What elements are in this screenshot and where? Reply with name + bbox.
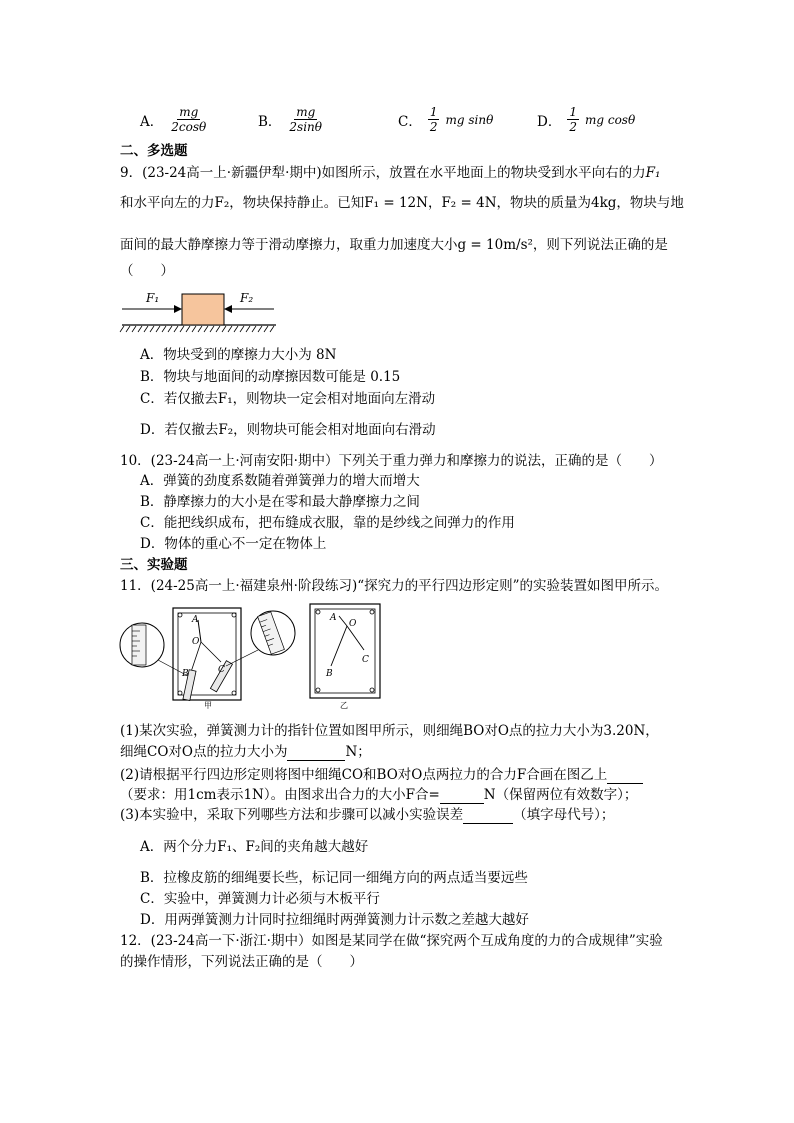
q11-figure-yi xyxy=(306,600,386,710)
block xyxy=(182,294,224,325)
svg-text:O: O xyxy=(349,619,357,629)
label-f2: F₂ xyxy=(240,291,254,305)
svg-text:B: B xyxy=(182,669,189,679)
svg-text:B: B xyxy=(326,669,333,679)
q11-sub2-line2: （要求：用1cm表示1N）。由图求出合力的大小F合= N（保留两位有效数字）； xyxy=(120,787,638,803)
q11-sub1-line1: (1)某次实验，弹簧测力计的指针位置如图甲所示，则细绳BO对O点的拉力大小为3.20N， xyxy=(120,723,659,739)
q10-option-d: D．物体的重心不一定在物体上 xyxy=(140,536,327,552)
svg-text:C: C xyxy=(218,665,225,675)
q11-option-d: D．用两弹簧测力计同时拉细绳时两弹簧测力计示数之差越大越好 xyxy=(140,912,529,928)
q9-option-a: A．物块受到的摩擦力大小为 8N xyxy=(140,347,337,363)
svg-text:C: C xyxy=(362,655,369,665)
q9-block-figure xyxy=(118,288,278,336)
svg-text:A: A xyxy=(192,615,199,625)
q8-option-c: C． $\frac{1}{2}$ mg sinθ xyxy=(398,105,494,134)
q10-option-a: A．弹簧的劲度系数随着弹簧弹力的增大而增大 xyxy=(140,473,420,489)
q11-figure-jia xyxy=(118,600,300,710)
q10-line1: 10．(23-24高一上·河南安阳·期中）下列关于重力弹力和摩擦力的说法，正确的是（ ） xyxy=(120,453,663,469)
q10-option-c: C．能把线织成布，把布缝成衣服，靠的是纱线之间弹力的作用 xyxy=(140,515,515,531)
q9-line3: 面间的最大静摩擦力等于滑动摩擦力，取重力加速度大小g = 10m/s²，则下列说法正确的是 xyxy=(120,237,668,253)
svg-text:O: O xyxy=(192,637,200,647)
label-f1: F₁ xyxy=(146,291,160,305)
q11-line1: 11．(24-25高一上·福建泉州·阶段练习)“探究力的平行四边形定则”的实验装置如图甲所示。 xyxy=(120,578,669,594)
q11-option-b: B．拉橡皮筋的细绳要长些，标记同一细绳方向的两点适当要远些 xyxy=(140,870,528,886)
q11-option-a: A．两个分力F₁、F₂间的夹角越大越好 xyxy=(140,839,369,855)
label-jia: 甲 xyxy=(204,701,212,710)
q12-line1: 12．(23-24高一下·浙江·期中）如图是某同学在做“探究两个互成角度的力的合成规律”实验 xyxy=(120,933,663,949)
q9-option-b: B．物块与地面间的动摩擦因数可能是 0.15 xyxy=(140,369,401,385)
q11-sub1-line2: 细绳CO对O点的拉力大小为 N； xyxy=(120,744,371,760)
q8-option-a: A． $\frac{mg}{2\cos\theta}$ xyxy=(140,105,207,134)
svg-text:A: A xyxy=(330,613,337,623)
q12-line2: 的操作情形，下列说法正确的是（ ） xyxy=(120,954,363,970)
q11-option-c: C．实验中，弹簧测力计必须与木板平行 xyxy=(140,891,380,907)
q9-line2: 和水平向左的力F₂，物块保持静止。已知F₁ = 12N，F₂ = 4N，物块的质量为4kg，物块与地 xyxy=(120,195,684,211)
q11-sub2-line1: (2)请根据平行四边形定则将图中细绳CO和BO对O点两拉力的合力F合画在图乙上 xyxy=(120,766,643,784)
q9-option-c: C．若仅撤去F₁，则物块一定会相对地面向左滑动 xyxy=(140,391,436,407)
section-experiment: 三、实验题 xyxy=(120,557,188,573)
q11-sub3: (3)本实验中，采取下列哪些方法和步骤可以减小实验误差 （填字母代号）； xyxy=(120,807,615,823)
q9-option-d: D．若仅撤去F₂，则物块可能会相对地面向右滑动 xyxy=(140,422,436,438)
q10-option-b: B．静摩擦力的大小是在零和最大静摩擦力之间 xyxy=(140,494,420,510)
q8-option-b: B． $\frac{mg}{2\sin\theta}$ xyxy=(258,105,323,134)
label-yi: 乙 xyxy=(340,701,348,710)
q8-option-d: D． $\frac{1}{2}$ mg cosθ xyxy=(537,105,636,134)
section-multi-choice: 二、多选题 xyxy=(120,143,188,159)
q9-line4: （ ） xyxy=(120,263,174,279)
q9-line1: 9．(23-24高一上·新疆伊犁·期中)如图所示，放置在水平地面上的物块受到水平向右的力F₁ xyxy=(120,165,661,181)
